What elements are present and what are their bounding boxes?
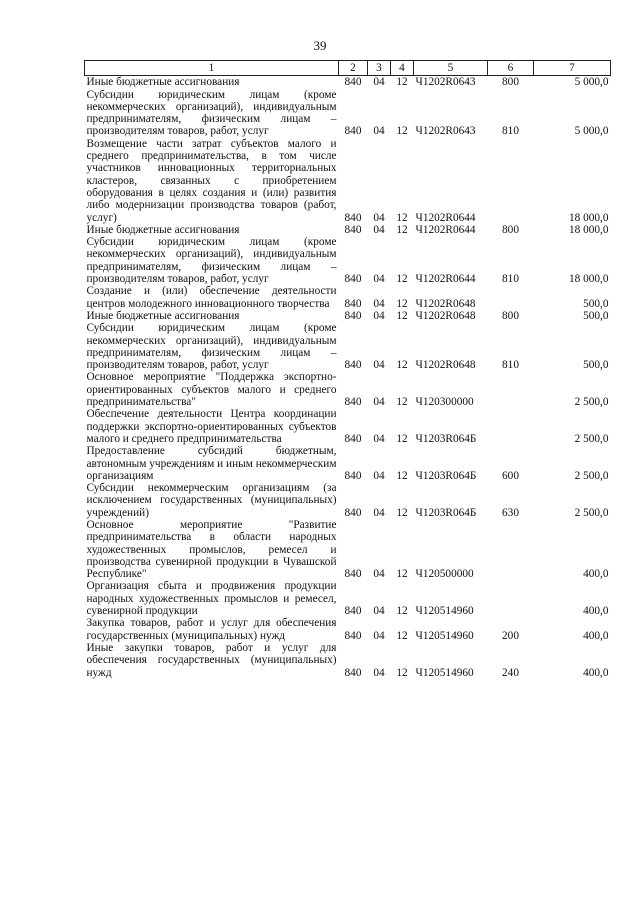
table-row (85, 482, 611, 519)
row-expense-type: 810 (502, 273, 519, 286)
row-section-code: 04 (373, 76, 385, 89)
row-target-code: Ч1203R064Б (415, 506, 477, 519)
row-name: Закупка товаров, работ и услуг для обеспечения государственных (муниципальных) нужд (86, 617, 337, 642)
row-name: Основное мероприятие "Поддержка экспортно-ориентированных субъектов малого и среднего предпринимательства" (86, 371, 337, 409)
row-ministry-code: 840 (344, 76, 362, 89)
row-name: Возмещение части затрат субъектов малого и среднего предпринимательства, в том числе участников инновационных территориальных кластеров, связанных с приобретением оборудования в целях создания и (или) развития либо модернизации производства товаров (работ, услуг) (86, 137, 337, 224)
budget-table (84, 60, 611, 679)
row-amount: 2 500,0 (574, 432, 609, 445)
row-amount: 400,0 (583, 629, 609, 642)
row-expense-type: 240 (502, 666, 519, 679)
row-amount: 18 000,0 (568, 273, 609, 286)
table-row (85, 408, 611, 445)
row-ministry-code: 840 (344, 273, 362, 286)
row-subsection-code: 12 (396, 629, 408, 642)
row-section-code: 04 (373, 309, 385, 322)
row-expense-type (488, 138, 534, 224)
table-row (85, 89, 611, 138)
row-expense-type (488, 580, 534, 617)
row-amount: 400,0 (583, 568, 609, 581)
row-target-code: Ч1202R0643 (415, 125, 476, 138)
row-target-code: Ч1202R0648 (415, 297, 476, 310)
column-header-5: 5 (414, 61, 488, 76)
row-target-code: Ч120514960 (415, 605, 474, 618)
table-row (85, 371, 611, 408)
row-target-code: Ч120500000 (415, 568, 474, 581)
table-row (85, 76, 611, 89)
page-number: 39 (313, 38, 327, 53)
row-target-code: Ч120514960 (415, 629, 474, 642)
row-name: Обеспечение деятельности Центра координации поддержки экспортно-ориентированных субъектов малого и среднего предпринимательства (86, 408, 337, 445)
row-subsection-code: 12 (396, 469, 408, 482)
row-section-code: 04 (373, 629, 385, 642)
row-expense-type: 800 (502, 309, 519, 322)
row-name: Иные бюджетные ассигнования (86, 223, 240, 236)
row-target-code: Ч1202R0644 (415, 273, 476, 286)
row-expense-type: 200 (502, 629, 519, 642)
row-name: Субсидии юридическим лицам (кроме некоммерческих организаций), индивидуальным предпринимателям, физическим лицам – производителям товаров, работ, услуг (86, 322, 337, 372)
row-subsection-code: 12 (396, 273, 408, 286)
row-name: Субсидии юридическим лицам (кроме некоммерческих организаций), индивидуальным предпринимателям, физическим лицам – производителям товаров, работ, услуг (86, 88, 337, 138)
row-section-code: 04 (373, 223, 385, 236)
table-row (85, 580, 611, 617)
row-section-code: 04 (373, 568, 385, 581)
row-section-code: 04 (373, 396, 385, 409)
row-name: Предоставление субсидий бюджетным, автономным учреждениям и иным некоммерческим организациям (86, 445, 337, 482)
row-amount: 2 500,0 (574, 396, 609, 409)
row-section-code: 04 (373, 432, 385, 445)
row-ministry-code: 840 (344, 211, 362, 224)
row-subsection-code: 12 (396, 223, 408, 236)
row-expense-type: 600 (502, 469, 519, 482)
row-subsection-code: 12 (396, 568, 408, 581)
row-target-code: Ч1203R064Б (415, 432, 477, 445)
table-row (85, 138, 611, 224)
column-header-4: 4 (391, 61, 414, 76)
row-amount: 18 000,0 (568, 211, 609, 224)
table-header-row (85, 61, 611, 76)
row-name: Организация сбыта и продвижения продукции народных художественных промыслов и ремесел, сувенирной продукции (86, 580, 337, 618)
table-row (85, 322, 611, 371)
row-expense-type (488, 285, 534, 310)
row-target-code: Ч1202R0644 (415, 223, 476, 236)
row-amount: 18 000,0 (568, 223, 609, 236)
row-section-code: 04 (373, 666, 385, 679)
row-target-code: Ч1202R0643 (415, 76, 476, 89)
row-ministry-code: 840 (344, 297, 362, 310)
column-header-3: 3 (368, 61, 391, 76)
row-target-code: Ч1203R064Б (415, 469, 477, 482)
row-ministry-code: 840 (344, 666, 362, 679)
table-row (85, 445, 611, 482)
row-amount: 400,0 (583, 605, 609, 618)
row-section-code: 04 (373, 273, 385, 286)
row-ministry-code: 840 (344, 506, 362, 519)
row-subsection-code: 12 (396, 309, 408, 322)
row-target-code: Ч1202R0648 (415, 359, 476, 372)
table-row (85, 642, 611, 679)
row-name: Иные бюджетные ассигнования (86, 76, 240, 89)
row-subsection-code: 12 (396, 666, 408, 679)
row-target-code: Ч1202R0648 (415, 309, 476, 322)
row-expense-type: 630 (502, 506, 519, 519)
row-subsection-code: 12 (396, 211, 408, 224)
table-row (85, 310, 611, 322)
row-expense-type (488, 408, 534, 445)
row-subsection-code: 12 (396, 76, 408, 89)
row-amount: 2 500,0 (574, 506, 609, 519)
row-name: Субсидии юридическим лицам (кроме некоммерческих организаций), индивидуальным предпринимателям, физическим лицам – производителям товаров, работ, услуг (86, 236, 337, 286)
table-row (85, 236, 611, 285)
row-ministry-code: 840 (344, 432, 362, 445)
row-amount: 500,0 (583, 359, 609, 372)
row-ministry-code: 840 (344, 568, 362, 581)
column-header-7: 7 (534, 61, 611, 76)
row-ministry-code: 840 (344, 605, 362, 618)
row-expense-type: 810 (502, 359, 519, 372)
row-expense-type (488, 519, 534, 580)
table-row (85, 519, 611, 580)
row-target-code: Ч1202R0644 (415, 211, 476, 224)
row-amount: 5 000,0 (574, 76, 609, 89)
row-ministry-code: 840 (344, 396, 362, 409)
row-amount: 500,0 (583, 297, 609, 310)
row-target-code: Ч120514960 (415, 666, 474, 679)
table-body (85, 76, 611, 679)
row-name: Основное мероприятие "Развитие предпринимательства в области народных художественных промыслов, ремесел и производства сувенирной продукции в Чувашской Республике" (86, 518, 337, 581)
row-amount: 5 000,0 (574, 125, 609, 138)
table-row (85, 224, 611, 236)
row-subsection-code: 12 (396, 506, 408, 519)
row-subsection-code: 12 (396, 297, 408, 310)
row-section-code: 04 (373, 125, 385, 138)
row-subsection-code: 12 (396, 396, 408, 409)
row-amount: 2 500,0 (574, 469, 609, 482)
row-expense-type: 800 (502, 76, 519, 89)
row-ministry-code: 840 (344, 359, 362, 372)
row-section-code: 04 (373, 506, 385, 519)
row-name: Создание и (или) обеспечение деятельности центров молодежного инновационного творчества (86, 285, 337, 310)
row-amount: 500,0 (583, 309, 609, 322)
row-ministry-code: 840 (344, 223, 362, 236)
row-name: Иные бюджетные ассигнования (86, 309, 240, 322)
row-expense-type: 810 (502, 125, 519, 138)
row-subsection-code: 12 (396, 125, 408, 138)
row-ministry-code: 840 (344, 125, 362, 138)
row-target-code: Ч120300000 (415, 396, 474, 409)
row-subsection-code: 12 (396, 359, 408, 372)
row-name: Иные закупки товаров, работ и услуг для обеспечения государственных (муниципальных) нужд (86, 641, 337, 679)
row-subsection-code: 12 (396, 432, 408, 445)
row-ministry-code: 840 (344, 309, 362, 322)
row-name: Субсидии некоммерческим организациям (за исключением государственных (муниципальных) учреждений) (86, 482, 337, 519)
row-ministry-code: 840 (344, 629, 362, 642)
row-section-code: 04 (373, 297, 385, 310)
row-expense-type (488, 371, 534, 408)
column-header-6: 6 (488, 61, 534, 76)
row-section-code: 04 (373, 359, 385, 372)
row-section-code: 04 (373, 211, 385, 224)
row-section-code: 04 (373, 469, 385, 482)
row-section-code: 04 (373, 605, 385, 618)
table-row (85, 285, 611, 310)
row-amount: 400,0 (583, 666, 609, 679)
column-header-1: 1 (85, 61, 339, 76)
row-ministry-code: 840 (344, 469, 362, 482)
table-row (85, 617, 611, 642)
column-header-2: 2 (339, 61, 368, 76)
row-subsection-code: 12 (396, 605, 408, 618)
row-expense-type: 800 (502, 223, 519, 236)
